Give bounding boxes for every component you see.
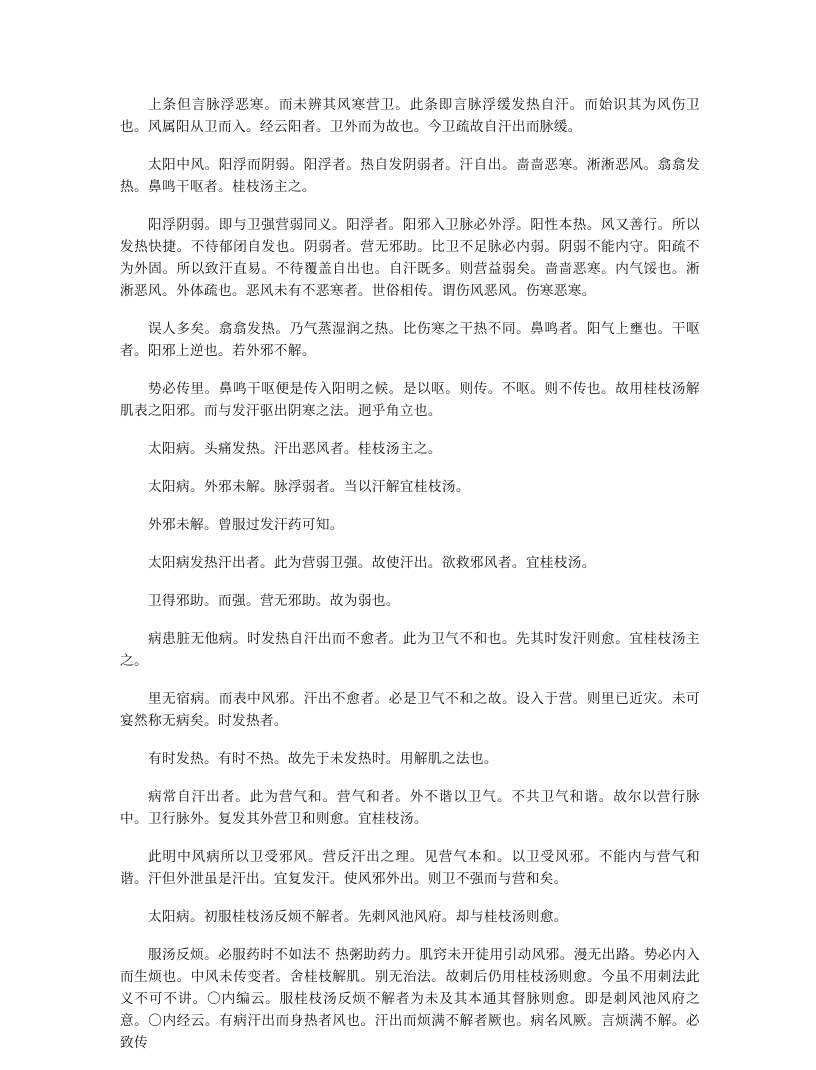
paragraph-10: 卫得邪助。而强。营无邪助。故为弱也。 <box>148 593 400 609</box>
paragraph-13: 有时发热。有时不热。故先于未发热时。用解肌之法也。 <box>148 751 498 767</box>
paragraph-16: 太阳病。初服桂枝汤反烦不解者。先刺风池风府。却与桂枝汤则愈。 <box>148 909 568 925</box>
paragraph-12: 里无宿病。而表中风邪。汗出不愈者。必是卫气不和之故。设入于营。则里已近灾。未可宴然称无病矣。时发热者。 <box>120 691 700 729</box>
paragraph-7: 太阳病。外邪未解。脉浮弱者。当以汗解宜桂枝汤。 <box>148 479 470 495</box>
paragraph-11: 病患脏无他病。时发热自汗出而不愈者。此为卫气不和也。先其时发汗则愈。宜桂枝汤主之。 <box>120 631 700 669</box>
paragraph-15: 此明中风病所以卫受邪风。营反汗出之理。见营气本和。以卫受风邪。不能内与营气和谐。汗但外泄虽是汗出。宜复发汗。使风邪外出。则卫不强而与营和矣。 <box>120 849 700 887</box>
paragraph-9: 太阳病发热汗出者。此为营弱卫强。故使汗出。欲救邪风者。宜桂枝汤。 <box>148 555 596 571</box>
paragraph-14: 病常自汗出者。此为营气和。营气和者。外不谐以卫气。不共卫气和谐。故尔以营行脉中。卫行脉外。复发其外营卫和则愈。宜桂枝汤。 <box>120 789 700 827</box>
paragraph-5: 势必传里。鼻鸣干呕便是传入阳明之候。是以呕。则传。不呕。则不传也。故用桂枝汤解肌表之阳邪。而与发汗驱出阴寒之法。迥乎角立也。 <box>120 381 700 419</box>
paragraph-8: 外邪未解。曾服过发汗药可知。 <box>148 517 344 533</box>
paragraph-17: 服汤反烦。必服药时不如法不 热粥助药力。肌窍未开徒用引动风邪。漫无出路。势必内入而生烦也。中风未传变者。舍桂枝解肌。别无治法。故刺后仍用桂枝汤则愈。今虽不用刺法此义不可不讲。〇内编云。服桂枝汤反烦不解者为未及其本通其督脉则愈。即是刺风池风府之意。〇内经云。有病汗出而身热者风也。汗出而烦满不解者厥也。病名风厥。言烦满不解。必致传 <box>120 947 700 1051</box>
paragraph-3: 阳浮阴弱。即与卫强营弱同义。阳浮者。阳邪入卫脉必外浮。阳性本热。风又善行。所以发热快捷。不待郁闭自发也。阴弱者。营无邪助。比卫不足脉必内弱。阴弱不能内守。阳疏不为外固。所以致汗直易。不待覆盖自出也。自汗既多。则营益弱矣。啬啬恶寒。内气馁也。淅淅恶风。外体疏也。恶风未有不恶寒者。世俗相传。谓伤风恶风。伤寒恶寒。 <box>120 217 700 299</box>
document-page <box>120 94 700 1070</box>
paragraph-6: 太阳病。头痛发热。汗出恶风者。桂枝汤主之。 <box>148 441 442 457</box>
paragraph-2: 太阳中风。阳浮而阴弱。阳浮者。热自发阴弱者。汗自出。啬啬恶寒。淅淅恶风。翕翕发热。鼻鸣干呕者。桂枝汤主之。 <box>120 157 700 195</box>
paragraph-4: 误人多矣。翕翕发热。乃气蒸湿润之热。比伤寒之干热不同。鼻鸣者。阳气上壅也。干呕者。阳邪上逆也。若外邪不解。 <box>120 321 700 359</box>
paragraph-1: 上条但言脉浮恶寒。而未辨其风寒营卫。此条即言脉浮缓发热自汗。而始识其为风伤卫也。风属阳从卫而入。经云阳者。卫外而为故也。今卫疏故自汗出而脉缓。 <box>120 97 700 135</box>
